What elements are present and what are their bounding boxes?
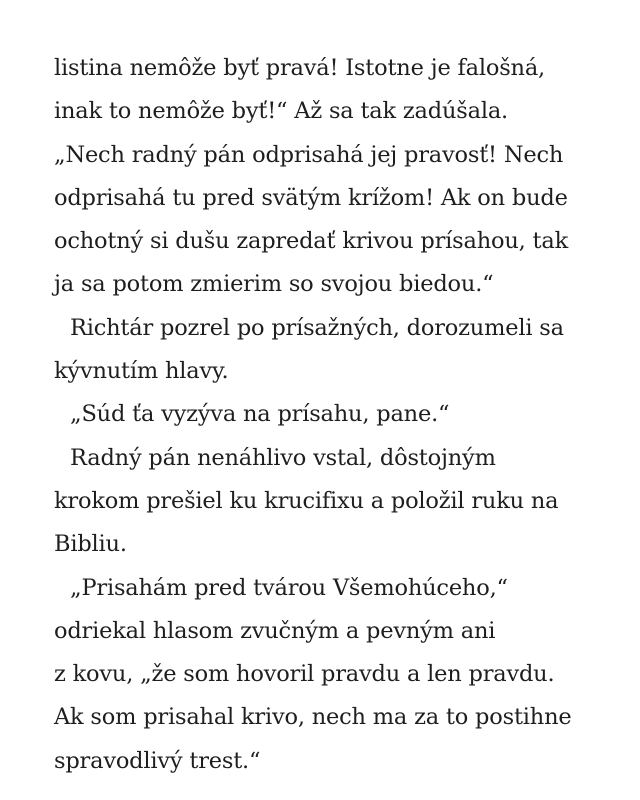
page-text — [54, 47, 594, 783]
text-line-5: ochotný si dušu zapredať krivou prísahou, tak — [54, 228, 569, 255]
text-line-8: kývnutím hlavy. — [54, 358, 229, 385]
text-line-16: Ak som prisahal krivo, nech ma za to postihne — [54, 704, 572, 731]
text-line-3: „Nech radný pán odprisahá jej pravosť! Nech — [54, 141, 564, 168]
text-line-15: z kovu, „že som hovoril pravdu a len pravdu. — [54, 661, 555, 688]
text-line-13: „Prisahám pred tvárou Všemohúceho,“ — [70, 574, 508, 601]
text-line-4: odprisahá tu pred svätým krížom! Ak on bude — [54, 184, 568, 211]
text-line-9: „Súd ťa vyzýva na prísahu, pane.“ — [70, 401, 450, 428]
text-line-17: spravodlivý trest.“ — [54, 747, 261, 774]
text-line-12: Bibliu. — [54, 531, 127, 558]
text-line-1: listina nemôže byť pravá! Istotne je falošná, — [54, 55, 545, 81]
text-line-6: ja sa potom zmierim so svojou biedou.“ — [54, 271, 494, 298]
text-line-2: inak to nemôže byť!“ Až sa tak zadúšala. — [54, 98, 508, 125]
text-line-7: Richtár pozrel po prísažných, dorozumeli sa — [70, 314, 564, 341]
text-line-14: odriekal hlasom zvučným a pevným ani — [54, 617, 496, 644]
text-line-11: krokom prešiel ku krucifixu a položil ruku na — [54, 487, 559, 514]
text-line-10: Radný pán nenáhlivo vstal, dôstojným — [70, 444, 496, 471]
